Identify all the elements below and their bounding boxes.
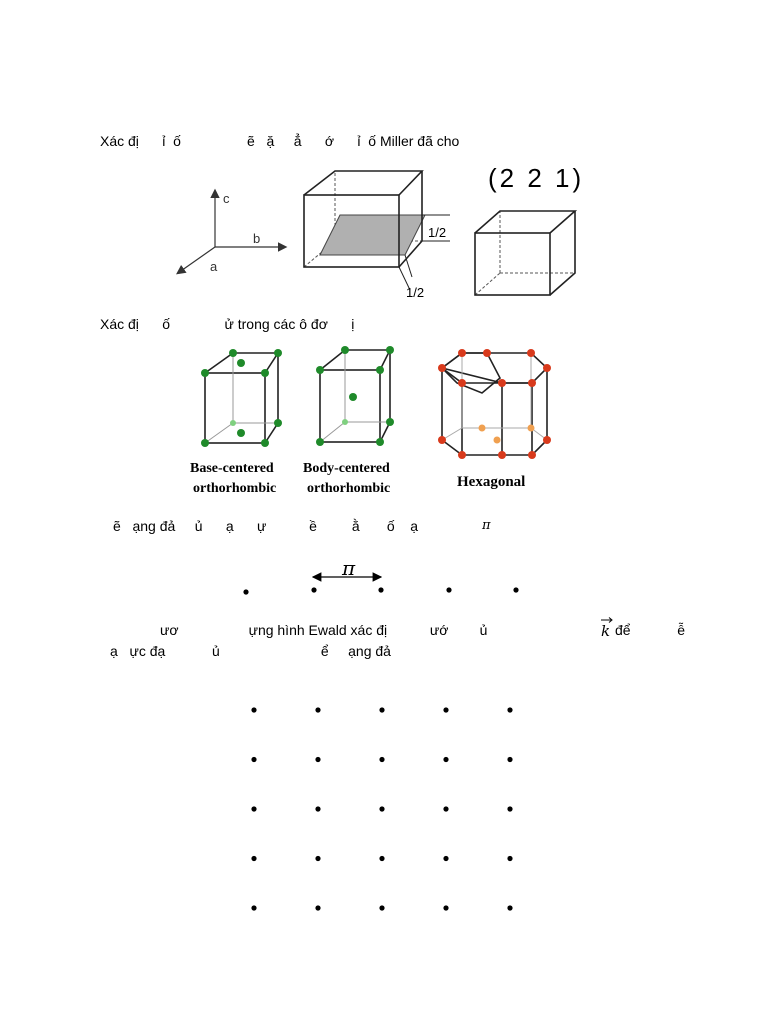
q3-text: ẽ ạng đả ủ ạ ự ề ằ ố ạ xyxy=(113,518,419,534)
grid-lattice-dot xyxy=(379,707,384,712)
cube-with-plane xyxy=(300,165,460,305)
lattice-dot xyxy=(378,587,383,592)
plane-label-top: 1/2 xyxy=(428,225,447,240)
q2-text: Xác đị ố ử trong các ô đơ ị xyxy=(100,316,355,332)
lattice-dot xyxy=(311,587,316,592)
grid-lattice-dot xyxy=(507,905,512,910)
base-centered-label-2: orthorhombic xyxy=(193,481,277,496)
k-vector-symbol xyxy=(598,614,616,640)
body-centered-cell xyxy=(310,342,405,452)
miller-index: (2 2 1) xyxy=(488,163,585,193)
grid-lattice-dot xyxy=(379,856,384,861)
grid-lattice-dot xyxy=(507,757,512,762)
grid-lattice-dot xyxy=(251,757,256,762)
grid-lattice-dot xyxy=(379,806,384,811)
plane-label-bottom: 1/2 xyxy=(406,285,425,300)
grid-lattice-dot xyxy=(251,856,256,861)
q4-line1: ươ ựng hình Ewald xác đị ướ ủ xyxy=(160,622,488,638)
grid-lattice-dot xyxy=(507,806,512,811)
lattice-dot xyxy=(446,587,451,592)
axis-b-label: b xyxy=(253,231,261,246)
grid-lattice-dot xyxy=(315,806,320,811)
grid-lattice-dot xyxy=(251,905,256,910)
base-centered-label-1: Base-centered xyxy=(190,461,274,476)
axes-diagram xyxy=(170,185,295,280)
axis-a-label: a xyxy=(210,259,218,274)
grid-lattice-dot xyxy=(507,707,512,712)
grid-lattice-dot xyxy=(443,757,448,762)
body-centered-label-1: Body-centered xyxy=(303,461,390,476)
q3-pi: π xyxy=(482,518,491,533)
base-centered-cell xyxy=(195,345,290,455)
q1-text: Xác đị ỉ ố ẽ ặ ẳ ớ ỉ ố Miller đã cho xyxy=(100,133,460,149)
grid-lattice-dot xyxy=(315,905,320,910)
two-d-lattice xyxy=(240,695,530,920)
grid-lattice-dot xyxy=(443,707,448,712)
body-centered-label-2: orthorhombic xyxy=(307,481,391,496)
grid-lattice-dot xyxy=(379,905,384,910)
grid-lattice-dot xyxy=(443,856,448,861)
grid-lattice-dot xyxy=(315,856,320,861)
grid-lattice-dot xyxy=(315,707,320,712)
grid-lattice-dot xyxy=(443,905,448,910)
empty-cube xyxy=(470,205,585,305)
grid-lattice-dot xyxy=(251,707,256,712)
pi-arrow-label: π xyxy=(342,556,356,580)
grid-lattice-dot xyxy=(443,806,448,811)
lattice-dot xyxy=(513,587,518,592)
grid-lattice-dot xyxy=(379,757,384,762)
one-d-lattice xyxy=(235,555,535,605)
grid-lattice-dot xyxy=(507,856,512,861)
q4-line1-end: để ễ xyxy=(615,622,686,638)
hexagonal-cell xyxy=(432,348,554,463)
axis-c-label: c xyxy=(223,191,230,206)
lattice-dot xyxy=(243,589,248,594)
svg-text:k: k xyxy=(601,622,611,640)
hexagonal-label: Hexagonal xyxy=(457,474,526,490)
shaded-plane xyxy=(320,215,425,255)
grid-lattice-dot xyxy=(315,757,320,762)
q4-line2: ạ ực đạ ủ ể ạng đả xyxy=(110,643,391,659)
grid-lattice-dot xyxy=(251,806,256,811)
